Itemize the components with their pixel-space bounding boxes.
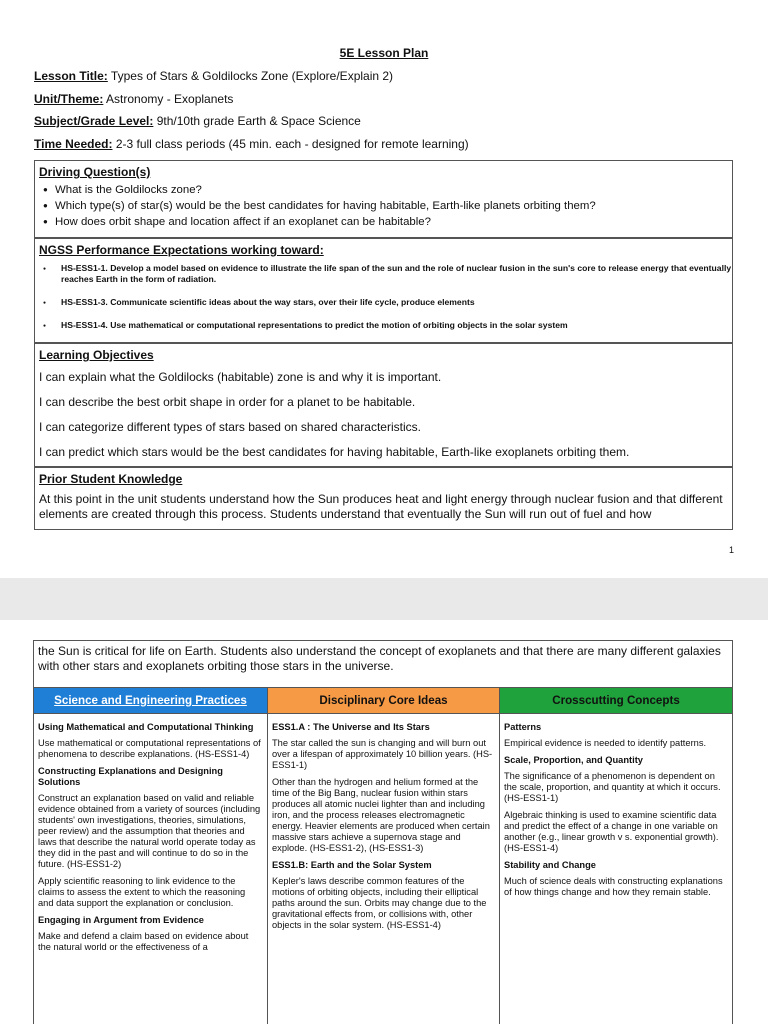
learning-objectives-box: [34, 343, 733, 467]
dci-text: Other than the hydrogen and helium formed at the time of the Big Bang, nuclear fusion within stars produces all atomic nuclei lighter than and including iron, and the process releases electromagnetic energy. Heavier elements are produced when certain massive stars achieve a supernova stage and explode. (HS-ESS1-2), (HS-ESS1-3): [272, 777, 490, 853]
time-value: 2-3 full class periods (45 min. each - designed for remote learning): [115, 137, 469, 151]
list-item: ● How does orbit shape and location affect if an exoplanet can be habitable?: [43, 214, 732, 230]
dci-text: Kepler's laws describe common features of the motions of orbiting objects, including their elliptical paths around the sun. Orbits may change due to the gravitational effects from, or collisions with, other objects in the solar system. (HS-ESS1-4): [272, 876, 487, 930]
ccc-body: [500, 714, 732, 908]
dci-heading: ESS1.B: Earth and the Solar System: [272, 860, 432, 870]
list-item: ● Which type(s) of star(s) would be the best candidates for having habitable, Earth-like planets orbiting them?: [43, 198, 732, 214]
sep-body: [34, 714, 267, 963]
driving-questions-heading: Driving Question(s): [39, 165, 151, 179]
lesson-title-line: [34, 69, 393, 83]
objective-item: I can predict which stars would be the best candidates for having habitable, Earth-like exoplanets orbiting them.: [39, 445, 630, 459]
time-line: [34, 137, 469, 151]
time-label: Time Needed:: [34, 137, 113, 151]
ccc-text: The significance of a phenomenon is dependent on the scale, proportion, and quantity at which it occurs. (HS-ESS1-1): [504, 771, 721, 803]
lesson-title-label: Lesson Title:: [34, 69, 108, 83]
ngss-list: [43, 263, 732, 331]
ccc-heading: Patterns: [504, 722, 542, 732]
ccc-text: Much of science deals with constructing explanations of how things change and how they remain stable.: [504, 876, 723, 897]
dci-header: Disciplinary Core Ideas: [268, 688, 499, 714]
sep-text: Make and defend a claim based on evidence about the natural world or the effectiveness of a: [38, 931, 249, 952]
prior-knowledge-text: At this point in the unit students understand how the Sun produces heat and light energy through nuclear fusion and that different elements are created through this process. Students understand that eventually the Sun will run out of fuel and how: [39, 492, 723, 521]
sep-heading: Using Mathematical and Computational Thinking: [38, 722, 254, 732]
unit-line: [34, 92, 233, 106]
driving-questions-box: [34, 160, 733, 238]
dci-body: [268, 714, 499, 941]
sep-text: Construct an explanation based on valid and reliable evidence obtained from a variety of sources (including students' own investigations, theories, simulations, peer review) and the assumption that theories and laws that describe the natural world operate today as they did in the past and will continue to do so in the future. (HS-ESS1-2): [38, 793, 261, 869]
dci-text: The star called the sun is changing and will burn out over a lifespan of approximately 10 billion years. (HS-ESS1-1): [272, 738, 493, 770]
objective-item: I can describe the best orbit shape in order for a planet to be habitable.: [39, 395, 416, 409]
list-item: ● What is the Goldilocks zone?: [43, 182, 732, 198]
prior-knowledge-box: [34, 467, 733, 530]
learning-objectives-heading: Learning Objectives: [39, 348, 154, 362]
list-item: ● HS-ESS1-4. Use mathematical or computational representations to predict the motion of orbiting objects in the solar system: [43, 320, 732, 331]
subject-line: [34, 114, 361, 128]
sep-heading: Constructing Explanations and Designing Solutions: [38, 766, 223, 787]
standards-table: [33, 688, 733, 1024]
prior-knowledge-continued: the Sun is critical for life on Earth. Students also understand the concept of exoplanets and that there are many different galaxies with other stars and exoplanets orbiting those stars in the universe.: [33, 640, 733, 688]
unit-label: Unit/Theme:: [34, 92, 104, 106]
ccc-column: [500, 688, 732, 1024]
dci-heading: ESS1.A : The Universe and Its Stars: [272, 722, 430, 732]
sep-text: Apply scientific reasoning to link evidence to the claims to assess the extent to which the reasoning and data support the explanation or conclusion.: [38, 876, 246, 908]
ccc-heading: Stability and Change: [504, 860, 596, 870]
page-2: [0, 620, 768, 1024]
subject-label: Subject/Grade Level:: [34, 114, 154, 128]
ccc-header: Crosscutting Concepts: [500, 688, 732, 714]
ccc-text: Empirical evidence is needed to identify patterns.: [504, 738, 707, 748]
prior-knowledge-heading: Prior Student Knowledge: [39, 472, 183, 486]
ngss-box: [34, 238, 733, 343]
list-item: ● HS-ESS1-3. Communicate scientific ideas about the way stars, over their life cycle, produce elements: [43, 297, 732, 308]
unit-value: Astronomy - Exoplanets: [106, 92, 234, 106]
ngss-heading: NGSS Performance Expectations working toward:: [39, 243, 324, 257]
subject-value: 9th/10th grade Earth & Space Science: [156, 114, 361, 128]
ccc-text: Algebraic thinking is used to examine scientific data and predict the effect of a change in one variable on another (e.g., linear growth v s. exponential growth). (HS-ESS1-4): [504, 810, 719, 853]
sep-text: Use mathematical or computational representations of phenomena to describe explanations. (HS-ESS1-4): [38, 738, 261, 759]
sep-heading: Engaging in Argument from Evidence: [38, 915, 204, 925]
dci-column: [268, 688, 500, 1024]
lesson-title-value: Types of Stars & Goldilocks Zone (Explore/Explain 2): [110, 69, 394, 83]
objective-item: I can categorize different types of stars based on shared characteristics.: [39, 420, 421, 434]
driving-questions-list: [43, 182, 732, 230]
sep-column: [34, 688, 268, 1024]
list-item: ● HS-ESS1-1. Develop a model based on evidence to illustrate the life span of the sun and the role of nuclear fusion in the sun's core to release energy that eventually reaches Earth in the form of radiation.: [43, 263, 732, 285]
sep-header[interactable]: Science and Engineering Practices: [34, 688, 267, 714]
ccc-heading: Scale, Proportion, and Quantity: [504, 755, 643, 765]
objective-item: I can explain what the Goldilocks (habitable) zone is and why it is important.: [39, 370, 442, 384]
page-number: 1: [728, 545, 734, 555]
document-title: 5E Lesson Plan: [339, 46, 429, 60]
